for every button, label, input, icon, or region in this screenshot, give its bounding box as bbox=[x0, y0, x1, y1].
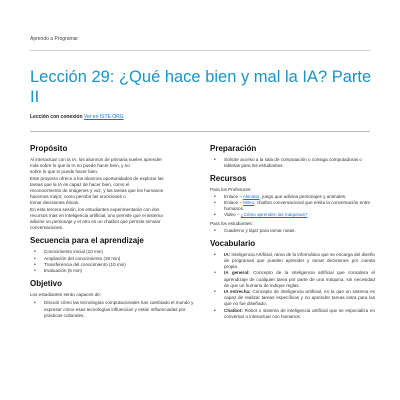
term: IA estrecha: bbox=[224, 289, 251, 295]
mitsu-link[interactable]: Mitsu bbox=[243, 199, 255, 205]
lesson-connection bbox=[30, 114, 124, 120]
term: IA general: bbox=[224, 270, 250, 276]
objetivo-list bbox=[30, 300, 200, 319]
header-divider bbox=[30, 50, 370, 51]
content-divider bbox=[30, 131, 370, 132]
definition: Concepto de la inteligencia artificial que considera el aprendizaje de cualquier tarea por parte de una máquina, sin necesidad de que un humano de indique reglas. bbox=[224, 270, 375, 288]
secuencia-heading: Secuencia para el aprendizaje bbox=[30, 236, 144, 246]
list-item bbox=[210, 308, 375, 320]
paragraph-line: Este proyecto ofrece a los alumnos oportunidades de explorar las bbox=[30, 175, 164, 181]
vocabulario-section bbox=[210, 239, 375, 320]
list-item: • Conocimiento inicial (10 min) bbox=[30, 249, 200, 255]
recursos-section bbox=[210, 174, 375, 233]
connection-label: Lección con conexión bbox=[30, 114, 83, 120]
lesson-title: Lección 29: ¿Qué hace bien y mal la IA? Parte II bbox=[30, 68, 372, 106]
paragraph-line: reconocimiento de imágenes y voz, y las tareas que los humanos bbox=[30, 188, 164, 194]
resource-prefix: Enlace – bbox=[224, 193, 243, 199]
paragraph-line: hacemos mejor, como percibir las emociones o bbox=[30, 194, 126, 200]
list-item bbox=[210, 252, 375, 271]
iste-link[interactable]: Ver en ISTE.ORG bbox=[83, 114, 124, 120]
resource-prefix: Enlace – bbox=[224, 199, 244, 205]
left-column bbox=[30, 144, 200, 324]
objetivo-heading: Objetivo bbox=[30, 279, 63, 289]
vocabulario-list bbox=[210, 252, 375, 320]
preparacion-list bbox=[210, 157, 375, 169]
resource-prefix: Video – bbox=[224, 212, 241, 218]
estudiantes-list bbox=[210, 228, 375, 234]
paragraph-line: tomar decisiones éticas. bbox=[30, 200, 80, 206]
vocabulario-heading: Vocabulario bbox=[210, 238, 256, 248]
profesores-list bbox=[210, 194, 375, 219]
list-item bbox=[210, 200, 375, 212]
akinator-link[interactable]: Akinator bbox=[242, 193, 260, 199]
document-header: Aprendo a Programar bbox=[30, 36, 79, 42]
proposito-heading: Propósito bbox=[30, 144, 68, 153]
list-item: • Transferencia del conocimiento (10 min) bbox=[30, 262, 200, 268]
definition: Inteligencia Artificial, rama de la informática que se encarga del diseño de programas que pueden aprender y tomar decisiones por cuenta propia. bbox=[224, 251, 375, 270]
definition: Concepto de inteligencia artificial, en la que un sistema es capaz de realizar tareas específicas y no aprender tareas extra para las que no fue diseñado. bbox=[224, 289, 375, 307]
list-item: • Cuaderno y lápiz para tomar notas. bbox=[210, 228, 375, 234]
right-column bbox=[210, 144, 375, 325]
paragraph-line: adivine un personaje y el otro es un chatbot que permite simular bbox=[30, 219, 161, 225]
resource-description: , chatbot conversacional que emita la conversación entre humanos. bbox=[224, 199, 371, 212]
recursos-heading: Recursos bbox=[210, 174, 247, 184]
definition: Robot o sistema de inteligencia artificial que se especializa en conversar o interactuar con humanos. bbox=[224, 307, 375, 319]
list-item bbox=[210, 270, 375, 289]
paragraph-line: conversaciones. bbox=[30, 225, 64, 231]
profesores-label: Para los Profesores: bbox=[210, 187, 252, 193]
list-item: • Evaluación (5 min) bbox=[30, 268, 200, 274]
paragraph-line: Al interactuar con la IA, los alumnos de primaria suelen aprender bbox=[30, 157, 163, 162]
secuencia-section bbox=[30, 236, 200, 274]
paragraph-line: sobre lo que sí puede hacer bien. bbox=[30, 169, 99, 175]
list-item: • Discutir cómo las tecnologías computacionales han cambiado el mundo y expresar cómo esas tecnologías influencian y están influenciadas por prácticas culturales. bbox=[30, 300, 200, 319]
term: Chatbot: bbox=[224, 307, 243, 313]
paragraph-line: En esta tercera sesión, los estudiantes experimentarán con dos bbox=[30, 206, 160, 212]
estudiantes-label: Para los estudiantes: bbox=[210, 221, 253, 227]
proposito-body bbox=[30, 157, 200, 231]
paragraph-line: recursos más en inteligencia artificial, uno permite que el sistema bbox=[30, 212, 163, 218]
preparacion-heading: Preparación bbox=[210, 144, 257, 153]
objetivo-section bbox=[30, 279, 200, 319]
list-item bbox=[210, 289, 375, 308]
objetivo-intro: Los estudiantes serán capaces de: bbox=[30, 292, 101, 298]
resource-description: , juego que adivina personajes y animales. bbox=[259, 193, 347, 199]
proposito-section bbox=[30, 144, 200, 231]
secuencia-list bbox=[30, 249, 200, 274]
video-link[interactable]: ¿Cómo aprenden las máquinas? bbox=[240, 212, 308, 218]
term: IA: bbox=[224, 251, 231, 257]
paragraph-line: tareas que la IA es capaz de hacer bien, como el bbox=[30, 181, 130, 187]
paragraph-line: más sobre lo que la IA no puede hacer bien, y no bbox=[30, 163, 130, 169]
list-item: • Ampliación del conocimiento (30 min) bbox=[30, 256, 200, 262]
list-item: • Solicite acceso a la sala de computación o consiga computadoras o tabletas para los estudiantes. bbox=[210, 157, 375, 169]
list-item bbox=[210, 212, 375, 218]
preparacion-section bbox=[210, 144, 375, 169]
